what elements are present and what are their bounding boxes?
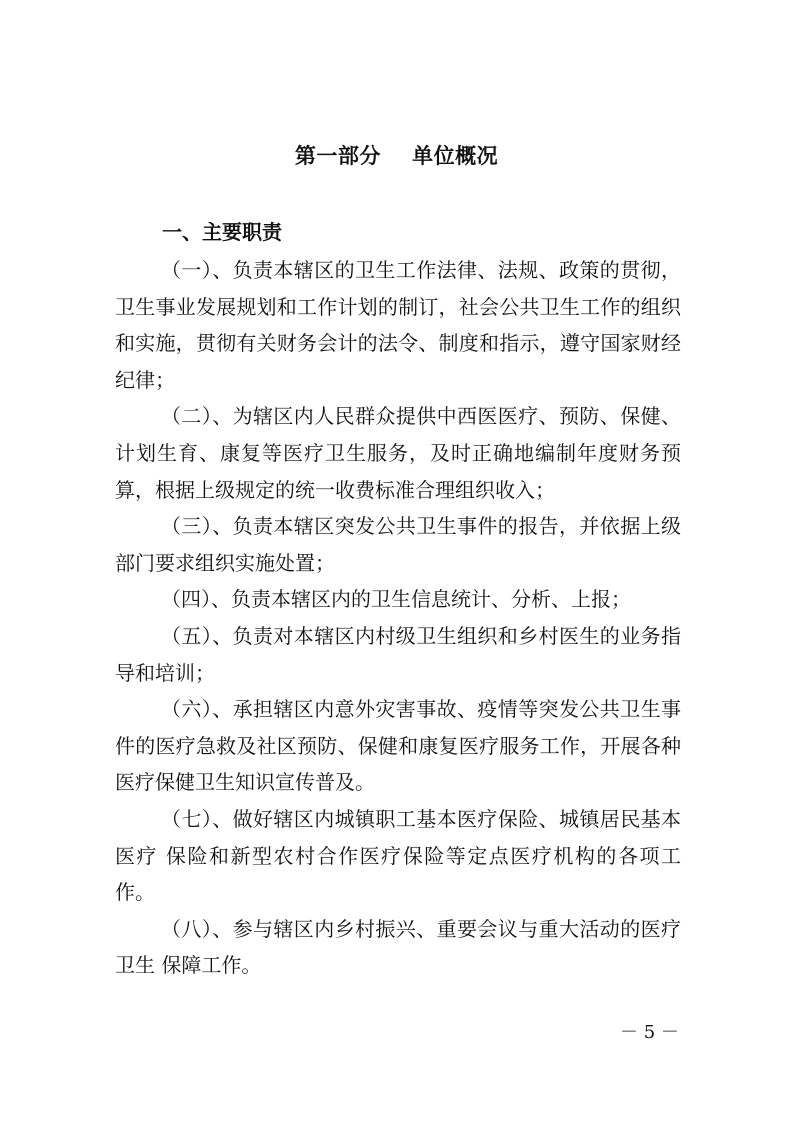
paragraph-6: （六）、承担辖区内意外灾害事故、疫情等突发公共卫生事件的医疗急救及社区预防、保健和康复医疗服务工作，开展各种医疗保健卫生知识宣传普及。 — [115, 697, 681, 795]
paragraph-8: （八）、参与辖区内乡村振兴、重要会议与重大活动的医疗卫生 保障工作。 — [115, 916, 681, 978]
paragraph-5: （五）、负责对本辖区内村级卫生组织和乡村医生的业务指导和培训； — [115, 623, 681, 685]
paragraph-4: （四）、负责本辖区内的卫生信息统计、分析、上报； — [161, 587, 631, 612]
paragraph-1: （一）、负责本辖区的卫生工作法律、法规、政策的贯彻，卫生事业发展规划和工作计划的制订，社会公共卫生工作的组织和实施，贯彻有关财务会计的法令、制度和指示，遵守国家财经纪律； — [115, 258, 681, 392]
paragraph-2: （二）、为辖区内人民群众提供中西医医疗、预防、保健、计划生育、康复等医疗卫生服务，及时正确地编制年度财务预算，根据上级规定的统一收费标准合理组织收入； — [115, 404, 681, 502]
section-heading: 一、主要职责 — [162, 220, 282, 244]
page-title: 第一部分 单位概况 — [294, 144, 499, 168]
responsibilities-list — [115, 252, 681, 984]
paragraph-3: （三）、负责本辖区突发公共卫生事件的报告，并依据上级部门要求组织实施处置； — [115, 514, 681, 575]
paragraph-7: （七）、做好辖区内城镇职工基本医疗保险、城镇居民基本医疗 保险和新型农村合作医疗保险等定点医疗机构的各项工作。 — [115, 806, 681, 905]
page-number: － 5 － — [620, 1022, 679, 1043]
